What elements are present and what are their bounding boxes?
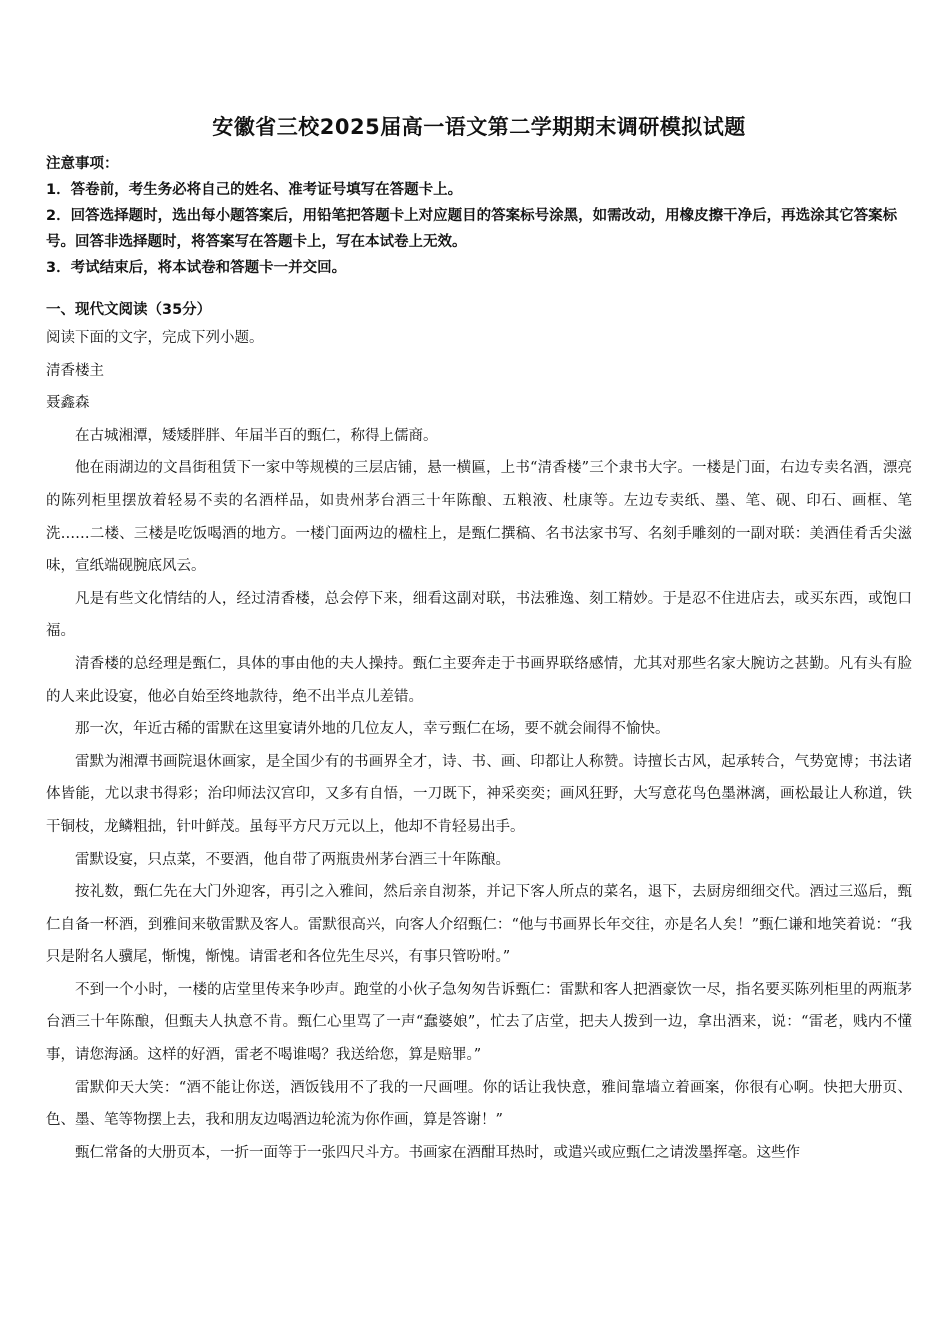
paragraph: 在古城湘潭，矮矮胖胖、年届半百的甄仁，称得上儒商。 [75,427,438,444]
section-heading: 一、现代文阅读（35分） [46,302,212,318]
notice-item-3: 3．考试结束后，将本试卷和答题卡一并交回。 [46,260,347,276]
paragraph: 雷默仰天大笑：“酒不能让你送，酒饭钱用不了我的一尺画哩。你的话让我快意，雅间靠墙立着画案，你很有心啊。快把大册页、色、墨、笔等物摆上去，我和朋友边喝酒边轮流为你作画，算是答谢！” [46,1079,912,1129]
paragraph: 那一次，年近古稀的雷默在这里宴请外地的几位友人，幸亏甄仁在场，要不就会闹得不愉快。 [75,721,670,738]
paragraph: 雷默设宴，只点菜，不要酒，他自带了两瓶贵州茅台酒三十年陈酿。 [75,851,510,868]
article-author: 聂鑫森 [46,395,90,412]
instruction: 阅读下面的文字，完成下列小题。 [46,330,264,346]
paragraph: 不到一个小时，一楼的店堂里传来争吵声。跑堂的小伙子急匆匆告诉甄仁：雷默和客人把酒豪饮一尽，指名要买陈列柜里的两瓶茅台酒三十年陈酿，但甄夫人执意不肯。甄仁心里骂了一声“蠢婆娘”，忙去了店堂，把夫人拨到一边，拿出酒来，说：“雷老，贱内不懂事，请您海涵。这样的好酒，雷老不喝谁喝？我送给您，算是赔罪。” [46,981,912,1064]
paragraph: 甄仁常备的大册页本，一折一面等于一张四尺斗方。书画家在酒酣耳热时，或遣兴或应甄仁之请泼墨挥毫。这些作 [75,1144,800,1161]
paragraph: 雷默为湘潭书画院退休画家，是全国少有的书画界全才，诗、书、画、印都让人称赞。诗擅长古风，起承转合，气势宽博；书法诸体皆能，尤以隶书得彩；治印师法汉宫印，又多有自悟，一刀既下，神采奕奕；画风狂野，大写意花鸟色墨淋漓，画松最让人称道，铁干铜枝，龙鳞粗拙，针叶鲜茂。虽每平方尺万元以上，他却不肯轻易出手。 [46,753,912,835]
paragraph: 按礼数，甄仁先在大门外迎客，再引之入雅间，然后亲自沏茶，并记下客人所点的菜名，退下，去厨房细细交代。酒过三巡后，甄仁自备一杯酒，到雅间来敬雷默及客人。雷默很高兴，向客人介绍甄仁：“他与书画界长年交往，亦是名人矣！”甄仁谦和地笑着说：“我只是附名人骥尾，惭愧，惭愧。请雷老和各位先生尽兴，有事只管吩咐。” [46,884,912,966]
reading-passage [46,322,912,1169]
notice-item-1: 1．答卷前，考生务必将自己的姓名、准考证号填写在答题卡上。 [46,182,463,198]
notice-block [46,151,912,281]
notice-item-2: 2．回答选择题时，选出每小题答案后，用铅笔把答题卡上对应题目的答案标号涂黑，如需改动，用橡皮擦干净后，再选涂其它答案标号。回答非选择题时，将答案写在答题卡上，写在本试卷上无效。 [46,208,898,250]
paragraph: 凡是有些文化情结的人，经过清香楼，总会停下来，细看这副对联，书法雅逸、刻工精妙。于是忍不住进店去，或买东西，或饱口福。 [46,590,912,640]
article-title: 清香楼主 [46,362,104,379]
notice-heading: 注意事项： [46,156,119,172]
page-title: 安徽省三校2025届高一语文第二学期期末调研模拟试题 [212,115,746,139]
paragraph: 清香楼的总经理是甄仁，具体的事由他的夫人操持。甄仁主要奔走于书画界联络感情，尤其对那些名家大腕访之甚勤。凡有头有脸的人来此设宴，他必自始至终地款待，绝不出半点儿差错。 [46,655,912,705]
paragraph: 他在雨湖边的文昌街租赁下一家中等规模的三层店铺，悬一横匾，上书“清香楼”三个隶书大字。一楼是门面，右边专卖名酒，漂亮的陈列柜里摆放着轻易不卖的名酒样品，如贵州茅台酒三十年陈酿、五粮液、杜康等。左边专卖纸、墨、笔、砚、印石、画框、笔洗……二楼、三楼是吃饭喝酒的地方。一楼门面两边的楹柱上，是甄仁撰稿、名书法家书写、名刻手雕刻的一副对联：美酒佳肴舌尖滋味，宣纸端砚腕底风云。 [46,460,912,575]
